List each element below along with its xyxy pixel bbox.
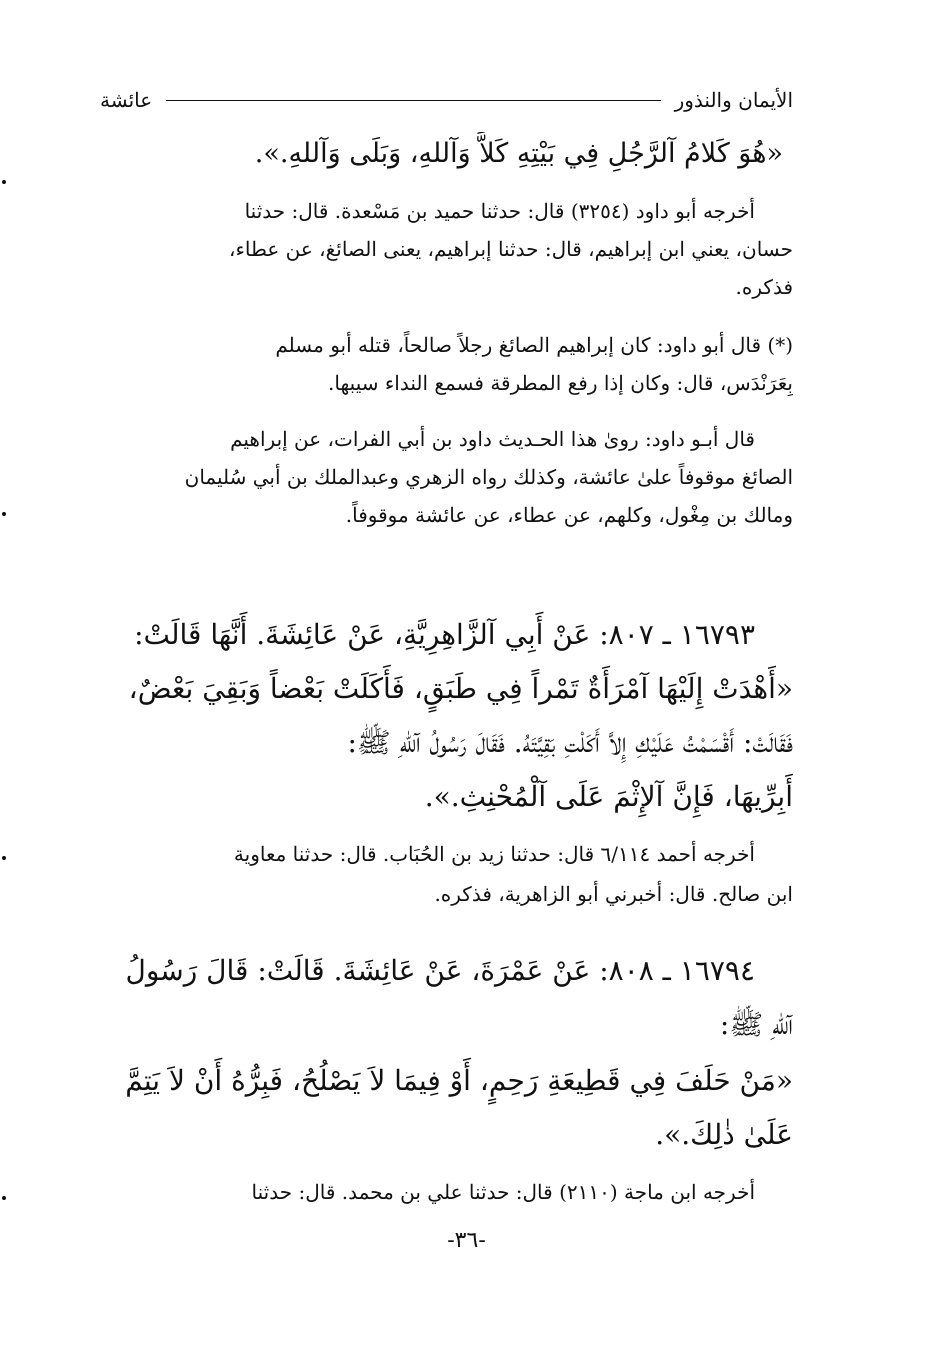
text-line: حسان، يعني ابن إبراهيم، قال: حدثنا إبراهيم، يعنى الصائغ، عن عطاء، xyxy=(228,237,793,261)
header-rule xyxy=(166,100,660,101)
running-header xyxy=(100,86,793,114)
header-section-title: عائشة xyxy=(100,88,153,112)
takhrij-paragraph xyxy=(100,834,793,914)
hadith-807 xyxy=(100,608,793,824)
hadith-line: «أَهْدَتْ إِلَيْهَا آمْرَأَةٌ تَمْراً فِي طَبَقٍ، فَأَكَلَتْ بَعْضاً وَبَقِيَ بَعْضٌ، xyxy=(128,672,793,705)
note-paragraph xyxy=(100,420,793,534)
hadith-line: «مَنْ حَلَفَ فِي قَطِيعَةِ رَحِمٍ، أَوْ فِيمَا لاَ يَصْلُحُ، فَبِرُّهُ أَنْ لاَ يَتِمَّ xyxy=(125,1064,793,1097)
text-line: قال أبـو داود: روىٰ هذا الحـديث داود بن أبي الفرات، عن إبراهيم xyxy=(230,427,755,451)
takhrij-paragraph xyxy=(100,1172,793,1212)
page-number: -٣٦- xyxy=(447,1228,486,1253)
scan-mark xyxy=(2,512,6,516)
hadith-line: فَقَالَتْ: أَقْسَمْتُ عَلَيْكِ إِلاَّ أَكَلْتِ بَقِيَّتَهُ. فَقَالَ رَسُولُ آللهِ ﷺ: xyxy=(347,726,793,759)
takhrij-paragraph xyxy=(100,192,793,306)
header-chapter-title: الأيمان والنذور xyxy=(674,88,793,112)
hadith-line: ١٦٧٩٤ ـ ٨٠٨: عَنْ عَمْرَةَ، عَنْ عَائِشَةَ. قَالَتْ: قَالَ رَسُولُ xyxy=(125,954,755,987)
note-paragraph xyxy=(100,326,793,402)
hadith-line: أَبِرِّيهَا، فَإِنَّ آلإِثْمَ عَلَى آلْمُحْنِثِ.». xyxy=(424,780,793,813)
hadith-line: آللهِ ﷺ: xyxy=(719,1008,793,1041)
text-line: بِعَرَنْدَس، قال: وكان إذا رفع المطرقة فسمع النداء سيبها. xyxy=(328,371,793,395)
scan-mark xyxy=(2,180,6,184)
text-line: أخرجه ابن ماجة (٢١١٠) قال: حدثنا علي بن محمد. قال: حدثنا xyxy=(251,1180,755,1204)
text-line: أخرجه أحمد ٦/١١٤ قال: حدثنا زيد بن الحُبَاب. قال: حدثنا معاوية xyxy=(233,842,755,866)
hadith-line: عَلَىٰ ذٰلِكَ.». xyxy=(655,1118,793,1151)
quote-block xyxy=(100,132,783,176)
scan-mark xyxy=(2,856,6,860)
text-line: فذكره. xyxy=(735,275,793,299)
hadith-line: ١٦٧٩٣ ـ ٨٠٧: عَنْ أَبِي آلزَّاهِرِيَّةِ، عَنْ عَائِشَةَ. أَنَّهَا قَالَتْ: xyxy=(134,618,755,651)
quote-block xyxy=(100,1054,793,1162)
text-line: ابن صالح. قال: أخبرني أبو الزاهرية، فذكره. xyxy=(434,882,793,906)
hadith-808 xyxy=(100,944,793,1052)
quote-line: «هُوَ كَلامُ آلرَّجُلِ فِي بَيْتِهِ كَلاَّ وَآللهِ، وَبَلَى وَآللهِ.». xyxy=(254,138,783,169)
scan-mark xyxy=(2,1196,6,1200)
text-line: أخرجه أبو داود (٣٢٥٤) قال: حدثنا حميد بن مَسْعدة. قال: حدثنا xyxy=(244,199,755,223)
text-line: ومالك بن مِغْول، وكلهم، عن عطاء، عن عائشة موقوفاً. xyxy=(345,503,793,527)
text-line: الصائغ موقوفاً علىٰ عائشة، وكذلك رواه الزهري وعبدالملك بن أبي سُليمان xyxy=(184,465,793,489)
text-line: (*) قال أبو داود: كان إبراهيم الصائغ رجلاً صالحاً، قتله أبو مسلم xyxy=(275,333,793,357)
